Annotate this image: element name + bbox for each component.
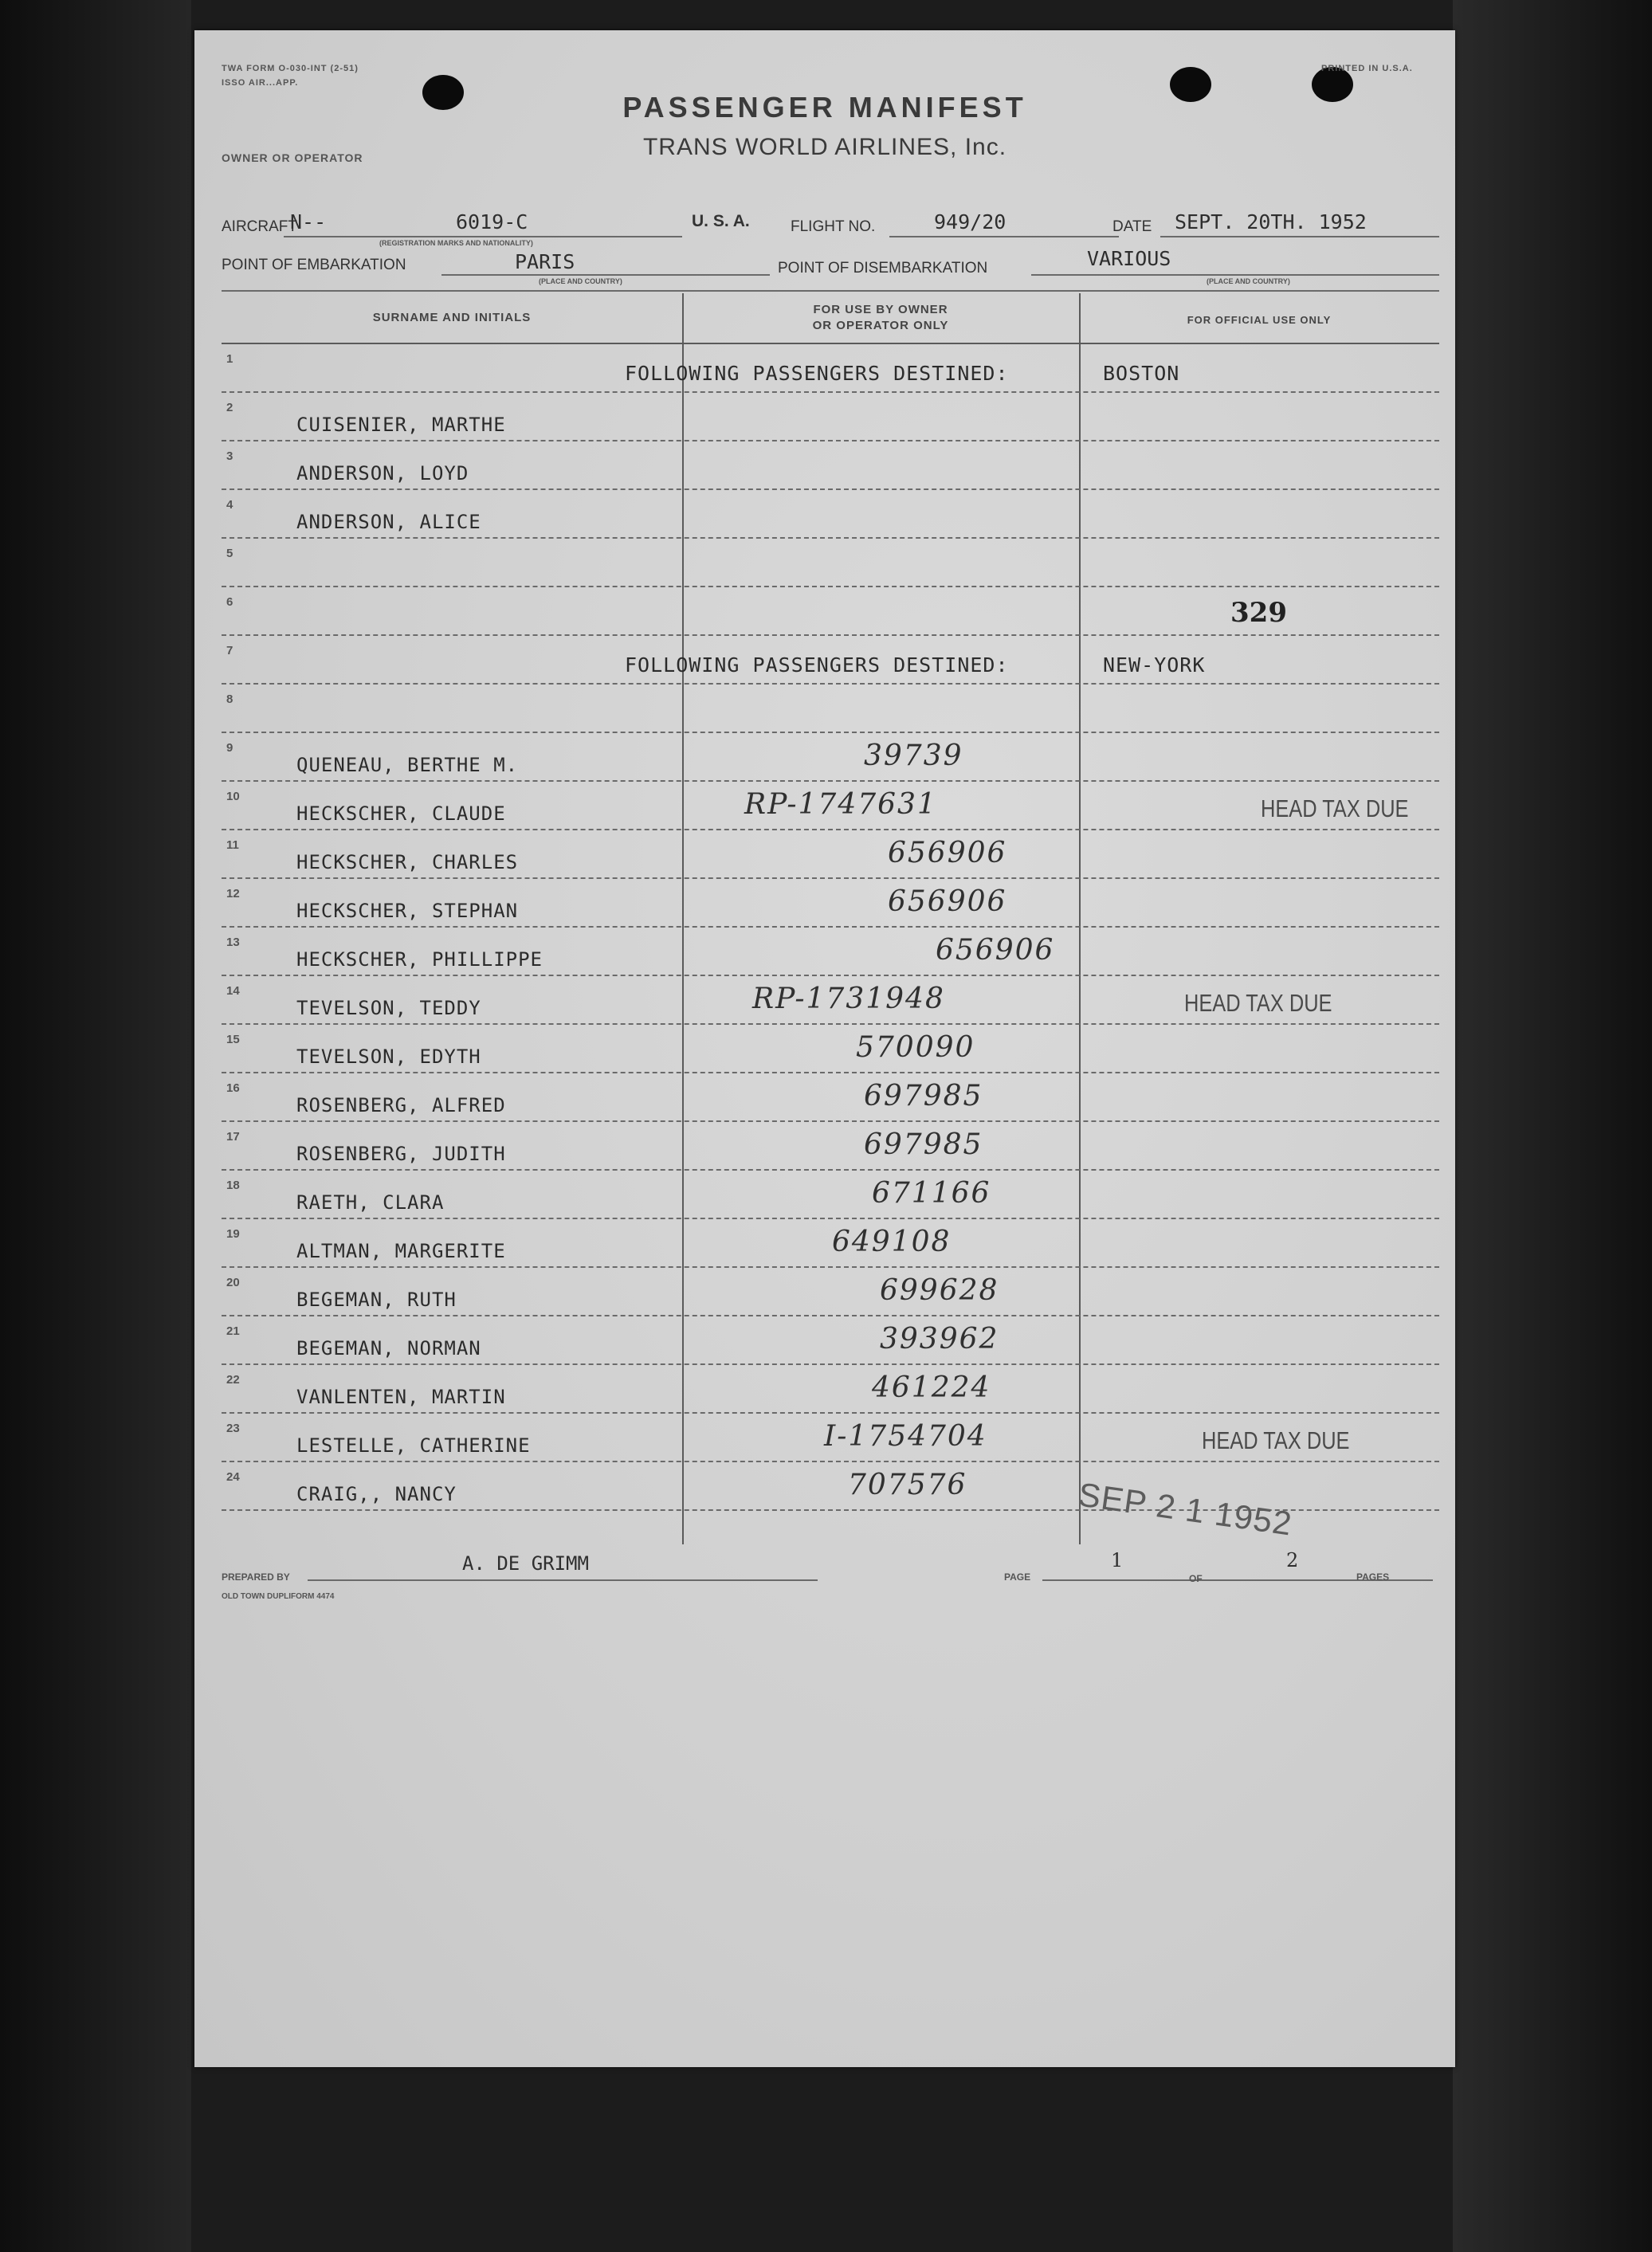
prepared-by-underline xyxy=(308,1579,818,1581)
row-number: 16 xyxy=(226,1081,240,1095)
row-rule xyxy=(222,586,1439,587)
disembarkation-value: VARIOUS xyxy=(1087,247,1171,270)
aircraft-prefix: N-- xyxy=(290,210,327,233)
row-rule xyxy=(222,732,1439,733)
column-header-official: FOR OFFICIAL USE ONLY xyxy=(1187,314,1332,326)
column-header-owner-1: FOR USE BY OWNER xyxy=(813,303,948,316)
passenger-name: ANDERSON, LOYD xyxy=(296,462,469,485)
scan-background-right xyxy=(1453,0,1652,2252)
column-divider-2 xyxy=(1079,293,1081,1544)
disembarkation-note: (PLACE AND COUNTRY) xyxy=(1207,277,1290,285)
total-pages: 2 xyxy=(1286,1549,1299,1571)
table-header-rule xyxy=(222,343,1439,344)
passenger-name: QUENEAU, BERTHE M. xyxy=(296,754,519,776)
row-rule xyxy=(222,1169,1439,1171)
destination-section-label: FOLLOWING PASSENGERS DESTINED: xyxy=(625,362,1009,385)
date-label: DATE xyxy=(1112,218,1152,235)
row-number: 2 xyxy=(226,401,233,414)
passenger-name: TEVELSON, EDYTH xyxy=(296,1046,481,1068)
nationality-value: U. S. A. xyxy=(692,212,750,230)
row-number: 1 xyxy=(226,352,233,366)
scan-background-left xyxy=(0,0,191,2252)
destination-city: NEW-YORK xyxy=(1103,653,1206,677)
table-top-rule xyxy=(222,290,1439,292)
row-rule xyxy=(222,877,1439,879)
flight-number-label: FLIGHT NO. xyxy=(791,218,876,235)
handwritten-number: 570090 xyxy=(856,1031,975,1064)
handwritten-number: 707576 xyxy=(848,1469,967,1501)
row-number: 4 xyxy=(226,498,233,512)
row-number: 11 xyxy=(226,838,239,852)
aircraft-underline xyxy=(284,236,682,237)
handwritten-number: 461224 xyxy=(872,1371,991,1404)
row-number: 20 xyxy=(226,1276,240,1289)
passenger-name: TEVELSON, TEDDY xyxy=(296,997,481,1019)
row-number: 3 xyxy=(226,449,233,463)
row-number: 19 xyxy=(226,1227,240,1241)
aircraft-value: 6019-C xyxy=(456,210,528,233)
manifest-title: PASSENGER MANIFEST xyxy=(622,91,1027,124)
official-stamp: 329 xyxy=(1230,597,1287,629)
row-number: 9 xyxy=(226,741,233,755)
flight-underline xyxy=(889,236,1119,237)
manifest-sheet xyxy=(194,30,1455,2067)
row-number: 5 xyxy=(226,547,233,560)
row-number: 14 xyxy=(226,984,240,998)
pages-label: PAGES xyxy=(1356,1571,1390,1583)
handwritten-number: RP-1731948 xyxy=(752,983,945,1015)
column-divider-1 xyxy=(682,293,684,1544)
handwritten-number: 699628 xyxy=(880,1274,999,1307)
row-rule xyxy=(222,1315,1439,1316)
passenger-name: LESTELLE, CATHERINE xyxy=(296,1434,531,1457)
prepared-by-label: PREPARED BY xyxy=(222,1571,290,1583)
row-rule xyxy=(222,1461,1439,1462)
row-number: 10 xyxy=(226,790,240,803)
row-rule xyxy=(222,1363,1439,1365)
handwritten-number: RP-1747631 xyxy=(744,788,937,821)
row-number: 8 xyxy=(226,692,233,706)
handwritten-number: 39739 xyxy=(864,740,963,772)
passenger-name: HECKSCHER, CHARLES xyxy=(296,851,519,873)
row-number: 13 xyxy=(226,936,240,949)
passenger-name: ROSENBERG, ALFRED xyxy=(296,1094,506,1116)
handwritten-number: 671166 xyxy=(872,1177,991,1210)
page-number: 1 xyxy=(1111,1549,1124,1571)
row-rule xyxy=(222,683,1439,685)
row-rule xyxy=(222,488,1439,490)
handwritten-number: 656906 xyxy=(888,885,1007,918)
row-number: 12 xyxy=(226,887,240,900)
embarkation-value: PARIS xyxy=(515,250,575,273)
row-number: 24 xyxy=(226,1470,240,1484)
destination-city: BOSTON xyxy=(1103,362,1180,385)
row-rule xyxy=(222,1120,1439,1122)
passenger-name: VANLENTEN, MARTIN xyxy=(296,1386,506,1408)
date-underline xyxy=(1160,236,1439,237)
disembarkation-underline xyxy=(1031,274,1439,276)
handwritten-number: 656906 xyxy=(888,837,1007,869)
row-rule xyxy=(222,440,1439,441)
row-rule xyxy=(222,1412,1439,1414)
date-value: SEPT. 20TH. 1952 xyxy=(1175,210,1367,233)
row-rule xyxy=(222,634,1439,636)
passenger-name: ROSENBERG, JUDITH xyxy=(296,1143,506,1165)
page-label: PAGE xyxy=(1004,1571,1031,1583)
of-label: OF xyxy=(1189,1573,1203,1584)
prepared-by-value: A. DE GRIMM xyxy=(462,1552,589,1575)
passenger-name: HECKSCHER, PHILLIPPE xyxy=(296,948,543,971)
row-number: 21 xyxy=(226,1324,240,1338)
passenger-name: HECKSCHER, STEPHAN xyxy=(296,900,519,922)
received-date-stamp: SEP 2 1 1952 xyxy=(1076,1475,1295,1543)
handwritten-number: 697985 xyxy=(864,1128,983,1161)
row-rule xyxy=(222,926,1439,928)
passenger-name: RAETH, CLARA xyxy=(296,1191,445,1214)
passenger-name: HECKSCHER, CLAUDE xyxy=(296,802,506,825)
passenger-name: BEGEMAN, NORMAN xyxy=(296,1337,481,1359)
row-rule xyxy=(222,1218,1439,1219)
owner-operator-label: OWNER OR OPERATOR xyxy=(222,151,363,164)
column-header-owner-2: OR OPERATOR ONLY xyxy=(812,319,949,332)
handwritten-number: 393962 xyxy=(880,1323,999,1356)
row-number: 17 xyxy=(226,1130,240,1144)
row-number: 22 xyxy=(226,1373,240,1387)
row-number: 18 xyxy=(226,1179,240,1192)
official-stamp: HEAD TAX DUE xyxy=(1202,1426,1350,1454)
disembarkation-label: POINT OF DISEMBARKATION xyxy=(778,260,988,277)
row-number: 23 xyxy=(226,1422,240,1435)
row-rule xyxy=(222,829,1439,830)
form-id-line-2: ISSO AIR...APP. xyxy=(222,78,299,88)
row-rule xyxy=(222,537,1439,539)
embarkation-label: POINT OF EMBARKATION xyxy=(222,257,406,273)
embarkation-note: (PLACE AND COUNTRY) xyxy=(539,277,622,285)
passenger-name: CUISENIER, MARTHE xyxy=(296,414,506,436)
destination-section-label: FOLLOWING PASSENGERS DESTINED: xyxy=(625,653,1009,677)
passenger-name: ALTMAN, MARGERITE xyxy=(296,1240,506,1262)
row-rule xyxy=(222,391,1439,393)
form-id-line-1: TWA FORM O-030-INT (2-51) xyxy=(222,64,359,73)
row-rule xyxy=(222,780,1439,782)
handwritten-number: 656906 xyxy=(936,934,1055,967)
column-header-surname: SURNAME AND INITIALS xyxy=(372,311,532,324)
row-rule xyxy=(222,1072,1439,1073)
row-number: 7 xyxy=(226,644,233,657)
passenger-name: CRAIG,, NANCY xyxy=(296,1483,457,1505)
passenger-name: ANDERSON, ALICE xyxy=(296,511,481,533)
handwritten-number: I-1754704 xyxy=(824,1420,987,1453)
aircraft-label: AIRCRAFT xyxy=(222,218,297,235)
handwritten-number: 697985 xyxy=(864,1080,983,1112)
handwritten-number: 649108 xyxy=(832,1226,952,1258)
airline-name: TRANS WORLD AIRLINES, Inc. xyxy=(642,134,1007,160)
row-number: 6 xyxy=(226,595,233,609)
official-stamp: HEAD TAX DUE xyxy=(1261,794,1409,822)
printed-in-note: PRINTED IN U.S.A. xyxy=(1321,64,1413,73)
row-rule xyxy=(222,1266,1439,1268)
embarkation-underline xyxy=(441,274,770,276)
registration-note: (REGISTRATION MARKS AND NATIONALITY) xyxy=(379,239,533,247)
row-rule xyxy=(222,975,1439,976)
passenger-name: BEGEMAN, RUTH xyxy=(296,1289,457,1311)
row-number: 15 xyxy=(226,1033,240,1046)
official-stamp: HEAD TAX DUE xyxy=(1184,989,1332,1017)
printer-note: OLD TOWN DUPLIFORM 4474 xyxy=(222,1592,335,1601)
flight-number-value: 949/20 xyxy=(934,210,1007,233)
row-rule xyxy=(222,1023,1439,1025)
